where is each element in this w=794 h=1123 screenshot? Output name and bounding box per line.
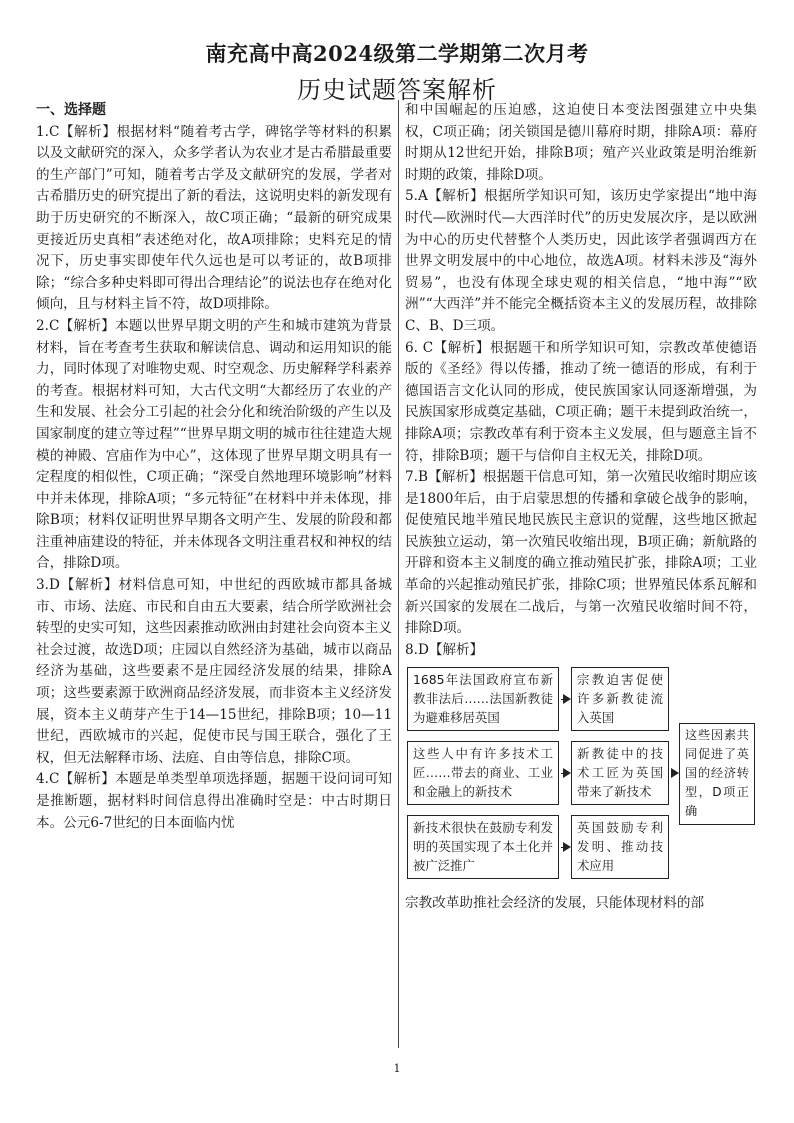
right-column [405, 100, 757, 915]
answer-1: 1.C【解析】根据材料“随着考古学，碑铭学等材料的积累以及文献研究的深入，众多学者认为农业才是古希腊最重要的生产部门”可知，随着考古学及文献研究的发展，学者对古希腊历史的研究提出了新的看法，这说明史料的新发现有助于历史研究的不断深入，故C项正确；“最新的研究成果更接近历史真相”表述绝对化，故A项排除；史料充足的情况下，历史事实即使年代久远也是可以考证的，故B项排除；“综合多种史料即可得出合理结论”的说法也存在绝对化倾向，且与材料主旨不符，故D项排除。 [36, 123, 392, 313]
diagram-box-summary-3: 英国鼓励专利发明、推动技术应用 [571, 815, 669, 879]
diagram-box-material-3: 新技术很快在鼓励专利发明的英国实现了本土化并被广泛推广 [407, 815, 559, 879]
answer-6: 6. C【解析】根据题干和所学知识可知，宗教改革使德语版的《圣经》得以传播，推动了统一德语的形成，有利于德国语言文化认同的形成，使民族国家认同逐渐增强，为民族国家形成奠定基础，C项正确；题干未提到政治统一，排除A项；宗教改革有利于资本主义发展，但与题意主旨不符，排除B项；题干与信仰自主权无关，排除D项。 [405, 339, 757, 464]
answer-4-continued: 和中国崛起的压迫感，这迫使日本变法图强建立中央集权，C项正确；闭关锁国是德川幕府时期，排除A项：幕府时期从12世纪开始，排除B项；殖产兴业政策是明治维新时期的政策，排除D项。 [405, 102, 757, 183]
diagram-box-summary-2: 新教徒中的技术工匠为英国带来了新技术 [571, 741, 669, 805]
exam-subtitle: 历史试题答案解析 [297, 76, 497, 104]
section-heading: 一、选择题 [36, 102, 106, 118]
answer-4: 4.C【解析】本题是单类型单项选择题，据题干设问词可知是推断题，据材料时间信息得出准确时空是：中古时期日本。公元6-7世纪的日本面临内忧 [36, 771, 392, 831]
exam-title: 南充高中高2024级第二学期第二次月考 [205, 41, 589, 66]
left-column [36, 100, 392, 834]
analysis-diagram [405, 665, 757, 889]
answer-8-text: 宗教改革助推社会经济的发展，只能体现材料的部 [405, 895, 705, 912]
diagram-box-summary-1: 宗教迫害促使许多新教徒流入英国 [571, 667, 669, 731]
answer-7: 7.B【解析】根据题干信息可知，第一次殖民收缩时期应该是1800年后，由于启蒙思想的传播和拿破仑战争的影响，促使殖民地半殖民地民族民主意识的觉醒，这些地区掀起民族独立运动，第一次殖民收缩出现，B项正确；新航路的开辟和资本主义制度的确立推动殖民扩张，排除A项；工业革命的兴起推动殖民扩张，排除C项；世界殖民体系瓦解和新兴国家的发展在二战后，与第一次殖民收缩时间不符，排除D项。 [405, 469, 757, 637]
arrow-icon [561, 847, 569, 848]
answer-5: 5.A【解析】根据所学知识可知，该历史学家提出“地中海时代—欧洲时代—大西洋时代”的历史发展次序，是以欧洲为中心的历史代替整个人类历史，因此该学者强调西方在世界文明发展中的中心地位，故选A项。材料未涉及“海外贸易”，也没有体现全球史观的相关信息，“地中海”“欧洲”“大西洋”并不能完全概括资本主义的发展历程，故排除C、B、D三项。 [405, 188, 757, 334]
diagram-box-material-2: 这些人中有许多技术工匠……带去的商业、工业和金融上的新技术 [407, 741, 559, 805]
answer-8: 8.D【解析】 [405, 641, 484, 658]
arrow-icon [561, 773, 569, 774]
answer-3: 3.D【解析】材料信息可知，中世纪的西欧城市都具备城市、市场、法庭、市民和自由五大要素，结合所学欧洲社会转型的史实可知，这些因素推动欧洲由封建社会向资本主义社会过渡，故选D项；庄园以自然经济为基础，城市以商品经济为基础，这些要素不是庄园经济发展的结果，排除A项；这些要素源于欧洲商品经济发展，而非资本主义经济发展，资本主义萌芽产生于14—15世纪，排除B项；10—11世纪，西欧城市的兴起，促使市民与国王联合，强化了王权，但无法解释市场、法庭、自由等信息，排除C项。 [36, 577, 392, 766]
answer-2: 2.C【解析】本题以世界早期文明的产生和城市建筑为背景材料，旨在考查考生获取和解读信息、调动和运用知识的能力，同时体现了对唯物史观、时空观念、历史解释学科素养的考查。根据材料可知，大古代文明“大都经历了农业的产生和发展、社会分工引起的社会分化和统治阶级的产生以及国家制度的建立等过程”“世界早期文明的城市往往建造大规模的神殿、宫庙作为中心”，这体现了世界早期文明具有一定程度的相似性，C项正确；“深受自然地理环境影响”材料中并未体现，排除A项；“多元特征”在材料中并未体现，排除B项；材料仅证明世界早期各文明产生、发展的阶段和都注重神庙建设的特征，并未体现各文明注重君权和神权的结合，排除D项。 [36, 317, 392, 572]
arrow-icon [561, 699, 569, 700]
page-number: 1 [393, 1062, 401, 1075]
diagram-box-conclusion: 这些因素共同促进了英国的经济转型，D项正确 [679, 723, 755, 825]
column-divider [398, 100, 399, 1048]
arrow-icon [671, 773, 677, 774]
diagram-box-material-1: 1685年法国政府宣布新教非法后……法国新教徒为避难移居英国 [407, 667, 559, 731]
